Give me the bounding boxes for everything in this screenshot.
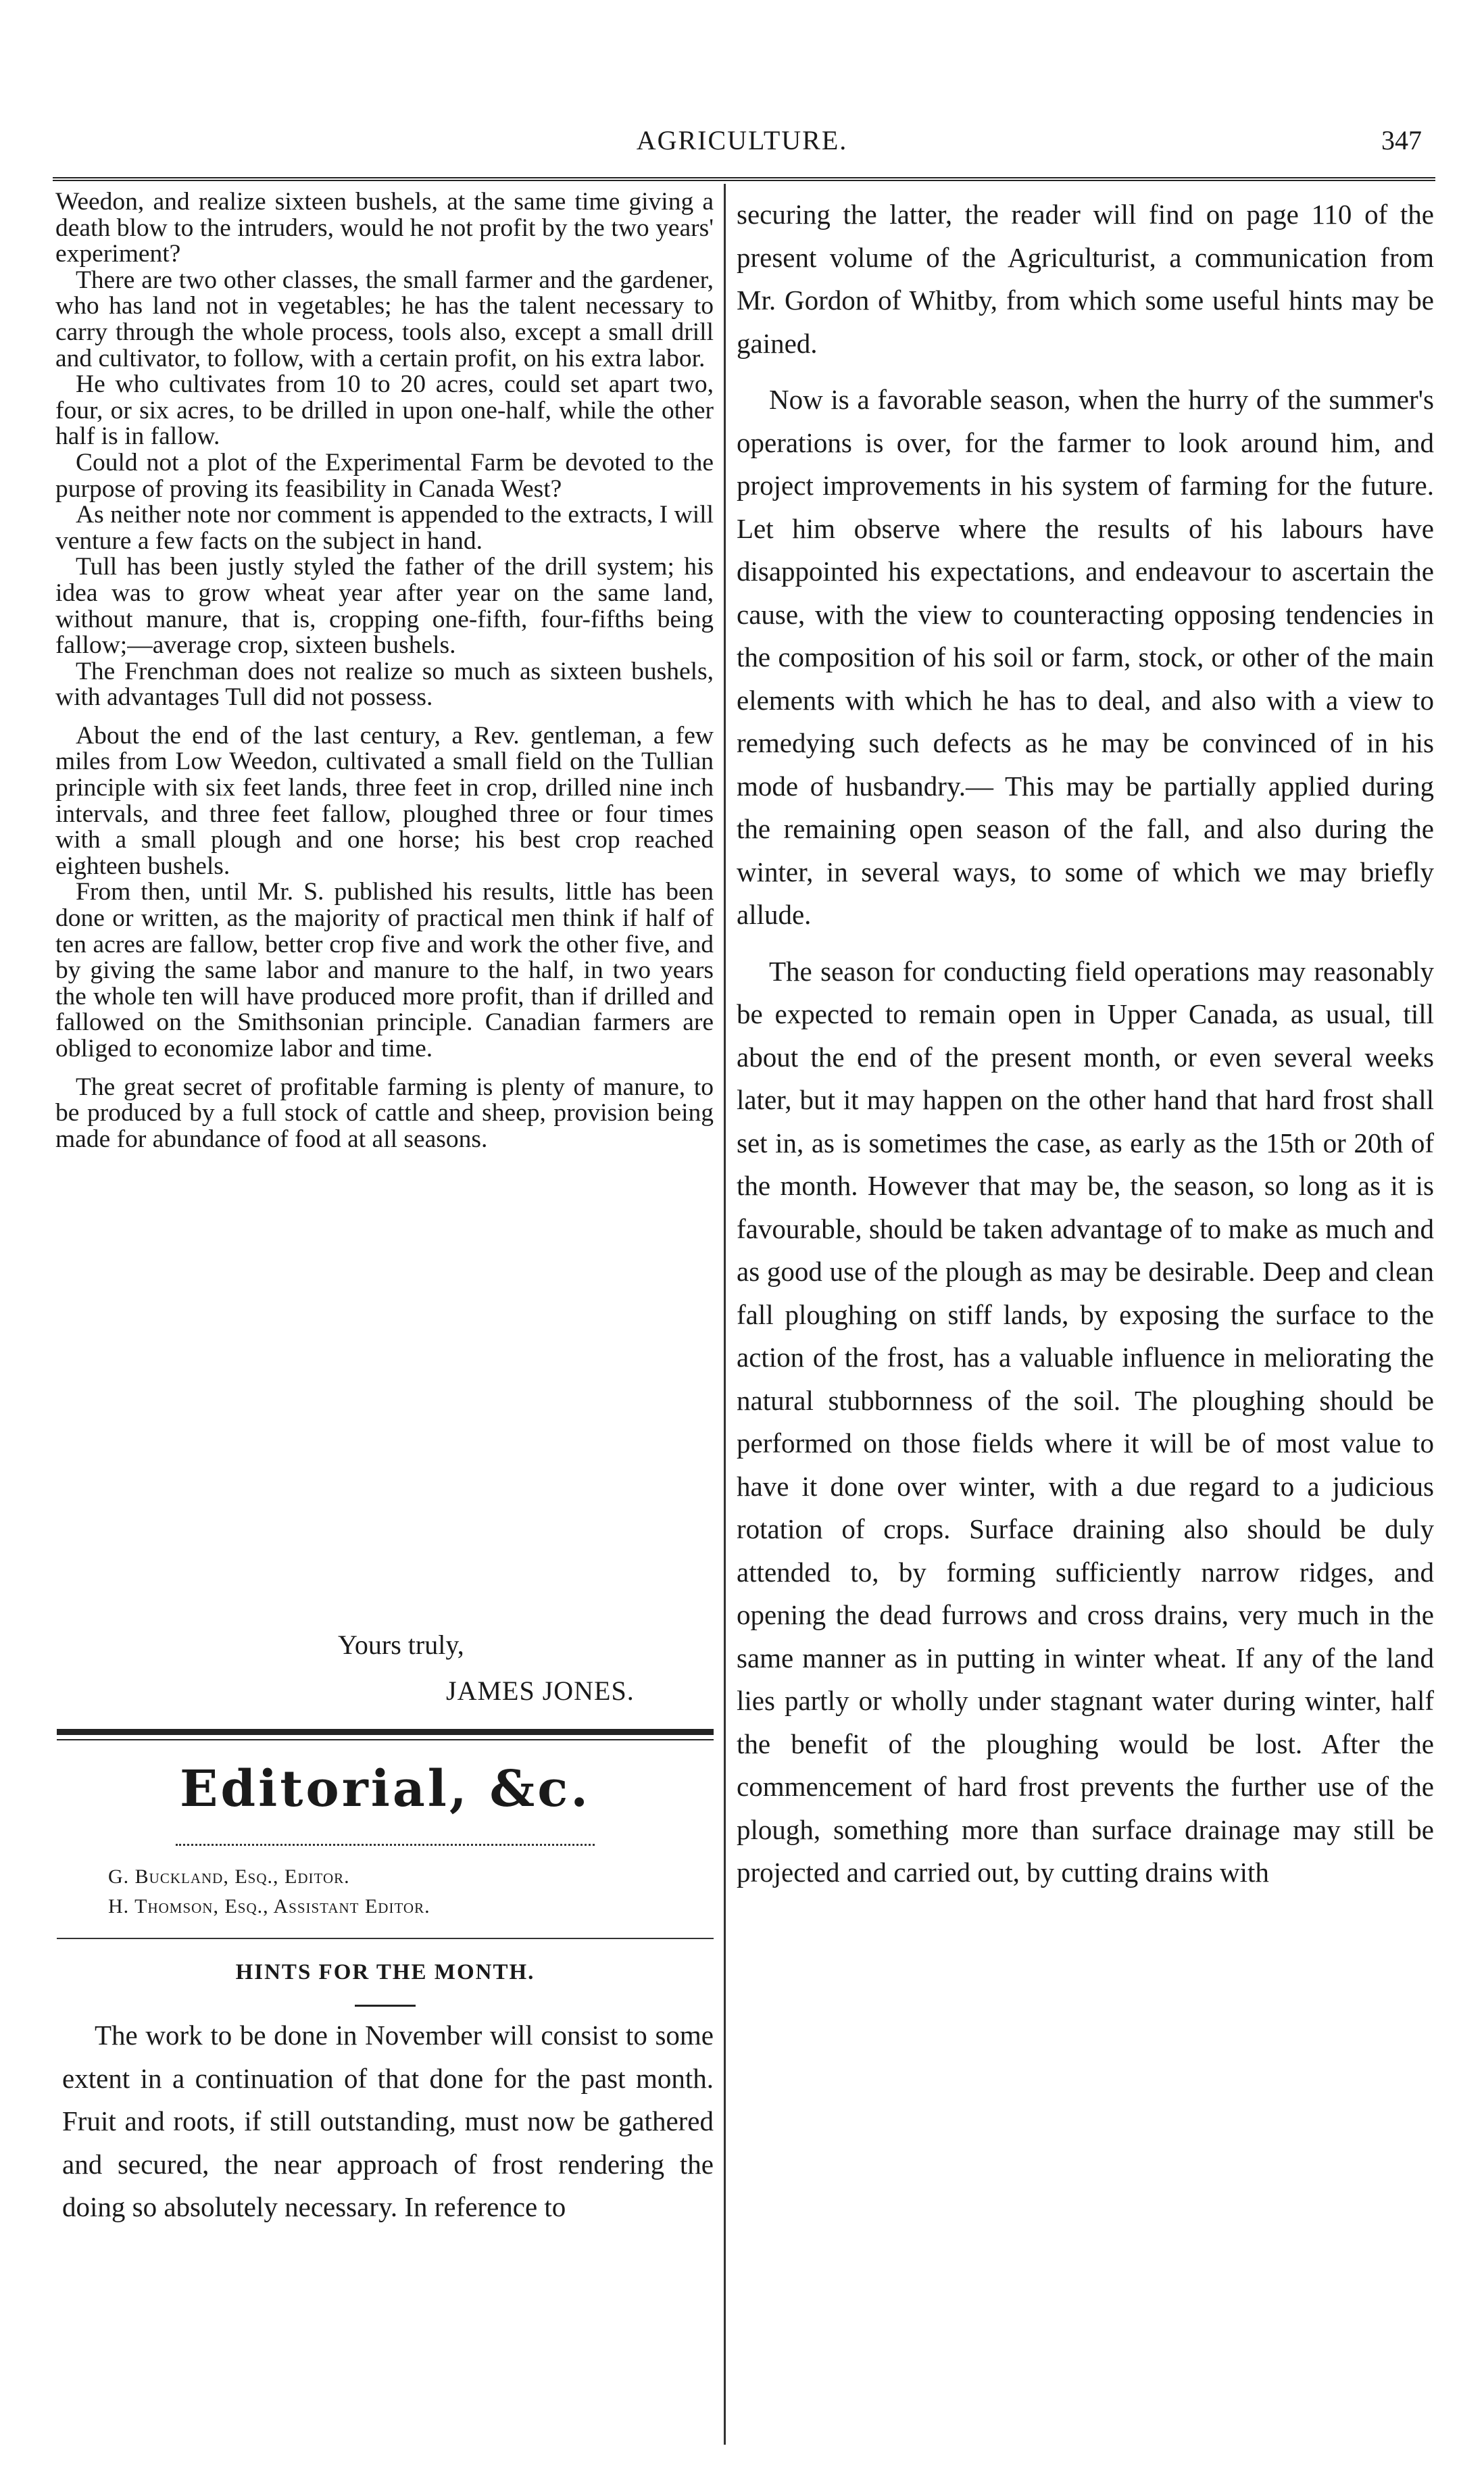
section-rule-thick [57,1729,714,1735]
letter-paragraph: The Frenchman does not realize so much as sixteen bushels, with advantages Tull did not possess. [55,657,714,712]
article-paragraph: Now is a favorable season, when the hurry of the summer's operations is over, for the farmer to look around him, and project improvements in his system of farming for the future. Let him observe where the results of his labours have disappointed his expectations, and endeavour to ascertain the cause, with the view to counteracting opposing tendencies in the composition of his soil or farm, stock, or other of the main elements with which he has to deal, and also with a view to remedying such defects as he may be convinced of in his mode of husbandry.— This may be partially applied during the remaining open season of the fall, and also during the winter, in several ways, to some of which we may briefly allude. [737,384,1434,930]
ornamental-rule [176,1844,595,1846]
letter-paragraph: There are two other classes, the small farmer and the gardener, who has land not in vegetables; he has the talent necessary to carry through the whole process, tools also, except a small drill and cultivator, to follow, with a certain profit, on his extra labor. [55,266,714,372]
page-number: 347 [1381,125,1422,155]
letter-paragraph: As neither note nor comment is appended to the extracts, I will venture a few facts on the subject in hand. [55,501,714,555]
editors-rule [57,1938,714,1939]
section-rule-thin [57,1739,714,1740]
right-column-body [737,193,1434,1895]
editor-credits [108,1862,703,1922]
editorial-heading: Editorial, &c. [179,1760,591,1818]
header-rule [53,177,1435,181]
hints-heading: HINTS FOR THE MONTH. [235,1960,535,1984]
short-rule [355,2005,416,2007]
letter-paragraph: From then, until Mr. S. published his results, little has been done or written, as the majority of practical men think if half of ten acres are fallow, better crop five and work the other five, and by giving the same labor and manure to the half, in two years the whole ten will have produced more profit, than if drilled and fallowed on the Smithsonian principle. Canadian farmers are obliged to economize labor and time. [55,878,714,1062]
running-title: AGRICULTURE. [636,125,848,155]
column-divider [724,184,726,2445]
assistant-editor-line: H. Thomson, Esq., Assistant Editor. [108,1895,430,1917]
letter-paragraph: The great secret of profitable farming is plenty of manure, to be produced by a full stock of cattle and sheep, provision being made for abundance of food at all seasons. [55,1073,714,1153]
letter-paragraph: Could not a plot of the Experimental Farm be devoted to the purpose of proving its feasibility in Canada West? [55,448,714,503]
letter-paragraph: He who cultivates from 10 to 20 acres, could set apart two, four, or six acres, to be drilled in upon one-half, while the other half is in fallow. [55,370,714,451]
letter-paragraph: Weedon, and realize sixteen bushels, at the same time giving a death blow to the intruders, would he not profit by the two years' experiment? [55,188,714,268]
letter-closing: Yours truly, [338,1630,464,1660]
letter-body [55,189,714,1152]
article-paragraph: securing the latter, the reader will find on page 110 of the present volume of the Agriculturist, a communication from Mr. Gordon of Whitby, from which some useful hints may be gained. [737,199,1434,359]
letter-paragraph: Tull has been justly styled the father of the drill system; his idea was to grow wheat year after year on the same land, without manure, that is, cropping one-fifth, four-fifths being fallow;—average crop, sixteen bushels. [55,553,714,660]
running-head [47,120,1437,161]
hints-intro [62,2014,714,2229]
letter-paragraph: About the end of the last century, a Rev. gentleman, a few miles from Low Weedon, cultivated a small field on the Tullian principle with six feet lands, three feet in crop, drilled nine inch intervals, and three feet fallow, ploughed three or four times with a small plough and one horse; his best crop reached eighteen bushels. [55,721,714,880]
letter-signature: JAMES JONES. [446,1676,635,1706]
hints-paragraph: The work to be done in November will consist to some extent in a continuation of that done for the past month. Fruit and roots, if still outstanding, must now be gathered and secured, the near approach of frost rendering the doing so absolutely necessary. In reference to [62,2020,714,2222]
article-paragraph: The season for conducting field operations may reasonably be expected to remain open in Upper Canada, as usual, till about the end of the present month, or even several weeks later, but it may happen on the other hand that hard frost shall set in, as is sometimes the case, as early as the 15th or 20th of the month. However that may be, the season, so long as it is favourable, should be taken advantage of to make as much and as good use of the plough as may be desirable. Deep and clean fall ploughing on stiff lands, by exposing the surface to the action of the frost, has a valuable influence in meliorating the natural stubbornness of the soil. The ploughing should be performed on those fields where it will be of most value to have it done over winter, with a due regard to a judicious rotation of crops. Surface draining also should be duly attended to, by forming sufficiently narrow ridges, and opening the dead furrows and cross drains, very much in the same manner as in putting in winter wheat. If any of the land lies partly or wholly under stagnant water during winter, half the benefit of the ploughing would be lost. After the commencement of hard frost prevents the further use of the plough, something more than surface drainage may still be projected and carried out, by cutting drains with [737,955,1434,1888]
editor-line: G. Buckland, Esq., Editor. [108,1865,350,1888]
